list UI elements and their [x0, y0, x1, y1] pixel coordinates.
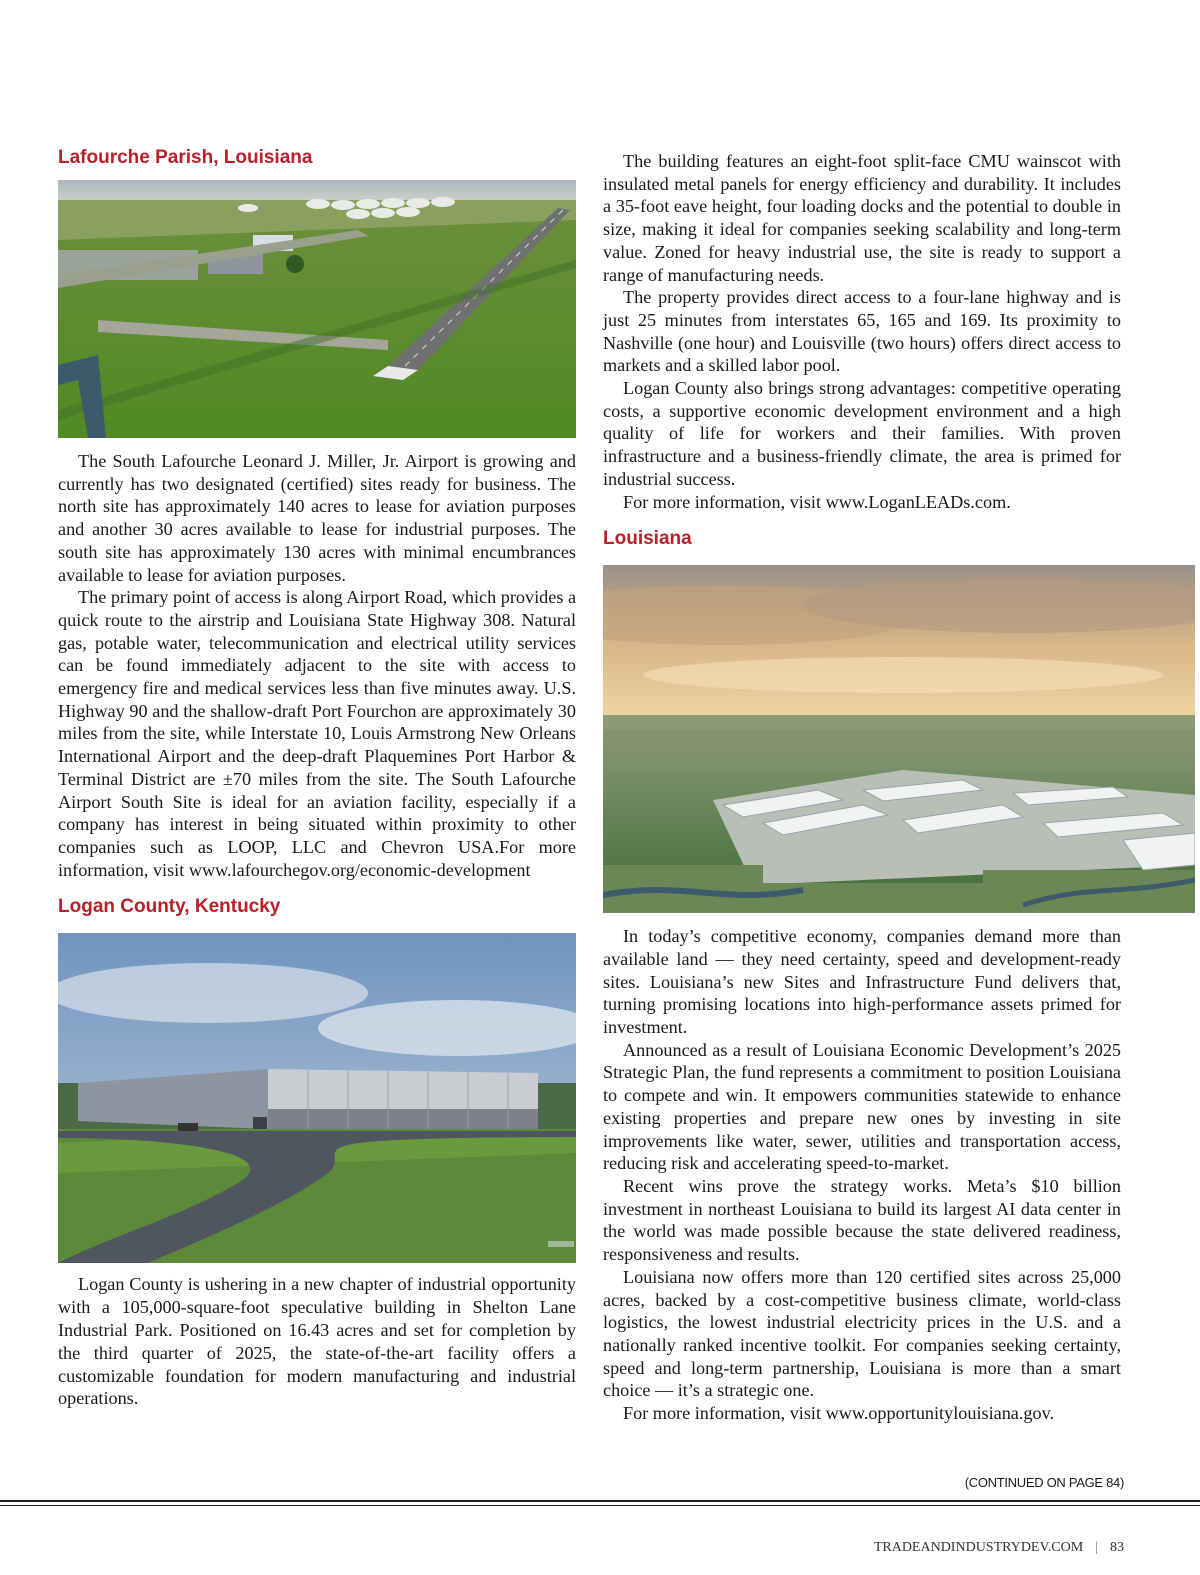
right-column [603, 146, 1121, 1425]
logan-paragraph: The building features an eight-foot split-face CMU wainscot with insulated metal panels for energy efficiency and durability. It includes a 35-foot eave height, four loading docks and the potential to double in size, making it ideal for companies seeking scalability and long-term value. Zoned for heavy industrial use, the site is ready to support a range of manufacturing needs. [603, 151, 1121, 285]
louisiana-paragraph: Louisiana now offers more than 120 certified sites across 25,000 acres, backed by a cost-competitive business climate, world-class logistics, the lowest industrial electricity prices in the U.S. and a nationally ranked incentive toolkit. For companies seeking certainty, speed and long-term partnership, Louisiana is more than a smart choice — it’s a strategic one. [603, 1266, 1121, 1401]
footer-rule [0, 1505, 1200, 1506]
continued-note: (CONTINUED ON PAGE 84) [964, 1475, 1124, 1490]
louisiana-paragraph: For more information, visit www.opportunitylouisiana.gov. [623, 1403, 1055, 1424]
footer-site: TRADEANDINDUSTRYDEV.COM [873, 1540, 1084, 1555]
page-footer [874, 1540, 1124, 1556]
footer-rule [0, 1500, 1200, 1502]
louisiana-paragraph: Announced as a result of Louisiana Economic Development’s 2025 Strategic Plan, the fund represents a commitment to position Louisiana to compete and win. It empowers communities statewide to enhance existing properties and prepare new ones by investing in site improvements like water, sewer, utilities and transportation access, reducing risk and accelerating speed-to-market. [603, 1039, 1121, 1174]
footer-separator: | [1095, 1540, 1098, 1555]
logan-paragraph: Logan County also brings strong advantages: competitive operating costs, a supportive economic development environment and a high quality of life for workers and their families. With proven infrastructure and a business-friendly climate, the area is primed for industrial success. [603, 378, 1121, 489]
section-heading-louisiana: Louisiana [603, 528, 692, 550]
section-heading-logan: Logan County, Kentucky [58, 896, 281, 918]
section-heading-lafourche: Lafourche Parish, Louisiana [58, 147, 313, 168]
logan-building-rendering [58, 933, 576, 1263]
louisiana-paragraph: In today’s competitive economy, companies demand more than available land — they need certainty, speed and development-ready sites. Louisiana’s new Sites and Infrastructure Fund delivers that, turning promising locations into high-performance assets primed for investment. [603, 926, 1121, 1038]
louisiana-paragraph: Recent wins prove the strategy works. Meta’s $10 billion investment in northeast Louisiana to build its largest AI data center in the world was made possible because the state delivered readiness, responsiveness and results. [603, 1175, 1121, 1265]
airport-aerial-photo [58, 180, 576, 438]
louisiana-campus-rendering [603, 565, 1195, 913]
logan-paragraph: For more information, visit www.LoganLEADs.com. [623, 491, 1011, 512]
lafourche-paragraph: The primary point of access is along Airport Road, which provides a quick route to the airstrip and Louisiana State Highway 308. Natural gas, potable water, telecommunication and electrical utility services can be found immediately adjacent to the site with access to emergency fire and medical services less than five minutes away. U.S. Highway 90 and the shallow-draft Port Fourchon are approximately 30 miles from the site, while Interstate 10, Louis Armstrong New Orleans International Airport and the deep-draft Plaquemines Port Harbor & Terminal District are ±70 miles from the site. The South Lafourche Airport South Site is ideal for an aviation facility, especially if a company has interest in being situated within proximity to other companies such as LOOP, LLC and Chevron USA.For more information, visit www.lafourchegov.org/economic-development [58, 587, 577, 880]
page-number: 83 [1110, 1540, 1124, 1555]
logan-paragraph: Logan County is ushering in a new chapter of industrial opportunity with a 105,000-square-foot speculative building in Shelton Lane Industrial Park. Positioned on 16.43 acres and set for completion by the third quarter of 2025, the state-of-the-art facility offers a customizable foundation for modern manufacturing and industrial operations. [58, 1274, 576, 1409]
logan-paragraph: The property provides direct access to a four-lane highway and is just 25 minutes from interstates 65, 165 and 169. Its proximity to Nashville (one hour) and Louisville (two hours) offers direct access to markets and a skilled labor pool. [603, 287, 1121, 376]
lafourche-paragraph: The South Lafourche Leonard J. Miller, Jr. Airport is growing and currently has two designated (certified) sites ready for business. The north site has approximately 140 acres to lease for aviation purposes and another 30 acres available to lease for industrial purposes. The south site has approximately 130 acres with minimal encumbrances available to lease for aviation purposes. [58, 451, 576, 585]
left-column [58, 146, 576, 1410]
